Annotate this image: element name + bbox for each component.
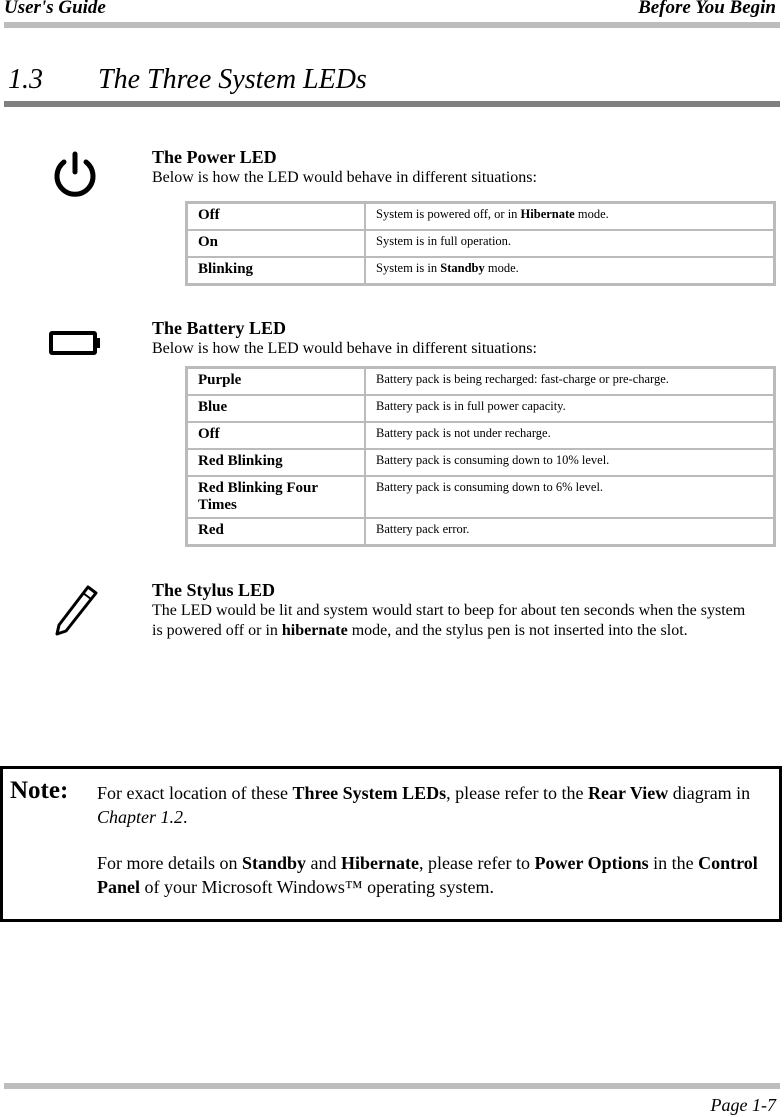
header-divider: [4, 22, 780, 28]
table-row: [187, 422, 774, 449]
power-icon: [50, 148, 100, 200]
page-title: [8, 64, 367, 96]
battery-intro: Below is how the LED would behave in different situations:: [152, 340, 537, 357]
power-section: [152, 147, 537, 188]
table-row: [187, 476, 774, 518]
desc-cell: Battery pack is consuming down to 10% level.: [365, 449, 774, 476]
desc-cell: Battery pack error.: [365, 518, 774, 545]
stylus-section: [152, 580, 752, 641]
battery-title: The Battery LED: [152, 318, 286, 338]
note-box: [0, 766, 782, 922]
table-row: [187, 230, 774, 257]
table-row: [187, 368, 774, 395]
battery-icon: [48, 330, 102, 356]
footer-divider: [4, 1083, 780, 1089]
desc-cell: System is in Standby mode.: [365, 257, 774, 284]
stylus-icon: [52, 583, 100, 637]
desc-cell: System is in full operation.: [365, 230, 774, 257]
power-title: The Power LED: [152, 147, 277, 167]
state-cell: Purple: [187, 368, 365, 395]
note-paragraph-1: For exact location of these Three System LEDs, please refer to the Rear View diagram in Chapter 1.2.: [97, 783, 751, 827]
table-row: [187, 449, 774, 476]
state-cell: Red Blinking: [187, 449, 365, 476]
section-title: The Three System LEDs: [98, 64, 367, 95]
stylus-title: The Stylus LED: [152, 580, 276, 600]
state-cell: Blue: [187, 395, 365, 422]
table-row: [187, 257, 774, 284]
section-number: 1.3: [8, 64, 43, 95]
title-divider: [4, 101, 780, 107]
state-cell: Blinking: [187, 257, 365, 284]
header-right: Before You Begin: [638, 0, 776, 18]
state-cell: On: [187, 230, 365, 257]
desc-cell: Battery pack is in full power capacity.: [365, 395, 774, 422]
table-row: [187, 395, 774, 422]
desc-cell: System is powered off, or in Hibernate mode.: [365, 203, 774, 230]
header-left: User's Guide: [4, 0, 106, 18]
state-cell: Red: [187, 518, 365, 545]
page-number: Page 1-7: [710, 1095, 776, 1115]
power-intro: Below is how the LED would behave in different situations:: [152, 169, 537, 186]
stylus-body: The LED would be lit and system would start to beep for about ten seconds when the system is powered off or in hibernate mode, and the stylus pen is not inserted into the slot.: [152, 602, 746, 639]
desc-cell: Battery pack is not under recharge.: [365, 422, 774, 449]
desc-cell: Battery pack is consuming down to 6% level.: [365, 476, 774, 518]
power-table: [185, 201, 776, 286]
table-row: [187, 203, 774, 230]
note-label: Note:: [10, 777, 69, 804]
battery-table: [185, 366, 776, 547]
table-row: [187, 518, 774, 545]
battery-section: [152, 318, 537, 359]
note-paragraph-2: For more details on Standby and Hibernate, please refer to Power Options in the Control Panel of your Microsoft Windows™ operating system.: [97, 853, 758, 897]
state-cell: Red Blinking Four Times: [187, 476, 365, 518]
desc-cell: Battery pack is being recharged: fast-charge or pre-charge.: [365, 368, 774, 395]
state-cell: Off: [187, 422, 365, 449]
state-cell: Off: [187, 203, 365, 230]
